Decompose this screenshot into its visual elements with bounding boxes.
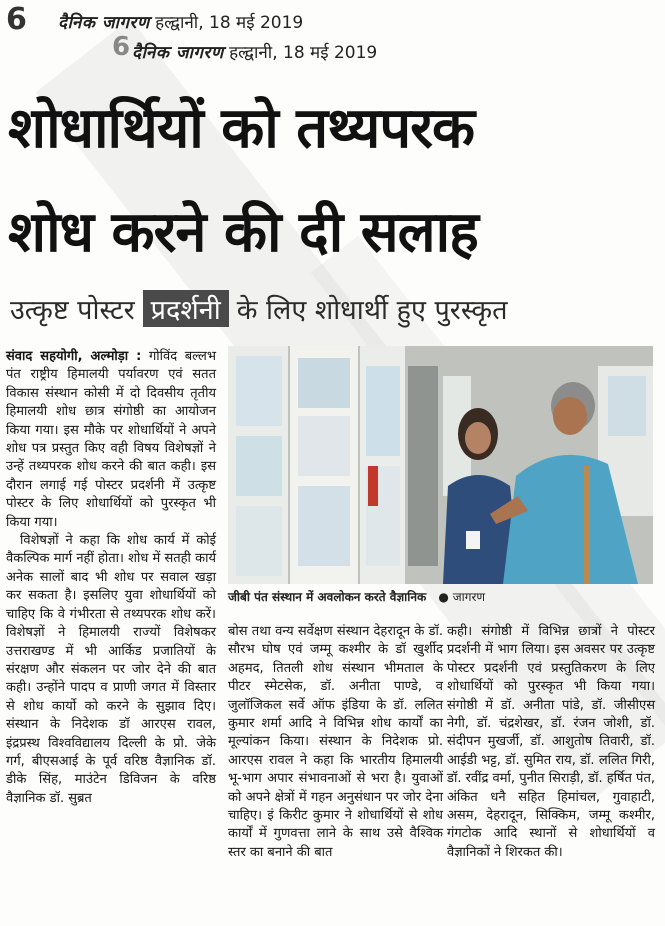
headline-line-1: शोधार्थियों को तथ्यपरक [8,96,475,161]
article-paragraph [6,348,216,532]
subheadline [10,290,507,327]
masthead-line [58,10,303,33]
photo-credit: ● जागरण [438,590,486,604]
article-column-2 [228,623,443,862]
byline: संवाद सहयोगी, अल्मोड़ा : [6,349,142,364]
photo-caption [228,588,653,605]
subheadline-before: उत्कृष्ट पोस्टर [10,295,135,326]
city-date: हल्द्वानी, 18 मई 2019 [155,13,304,33]
article-column-1 [6,348,216,808]
page-number: 6 [6,2,27,37]
photo-illustration [228,346,653,584]
article-column-3 [447,623,655,862]
masthead-line-repeat [112,32,378,63]
news-photo [228,346,653,584]
paper-name: दैनिक जागरण [58,13,150,33]
subheadline-highlight: प्रदर्शनी [143,290,229,327]
article-text: गोविंद बल्लभ पंत राष्ट्रीय हिमालयी पर्यावरण एवं सतत विकास संस्थान कोसी में दो दिवसीय तृतीय हिमालयी शोध छात्र संगोष्ठी का आयोजन किया गया। इस मौके पर शोधार्थियों ने अपने शोध पत्र प्रस्तुत किए वही विषय विशेषज्ञों ने उन्हें तथ्यपरक शोध करने की बात कही। इस दौरान लगाई गई पोस्टर प्रदर्शनी में उत्कृष्ट पोस्टर के लिए शोधार्थियों को पुरस्कृत भी किया गया। [6,349,216,530]
article-paragraph: कही। संगोष्ठी में विभिन्न छात्रों ने पोस्टर प्रदर्शनी में भाग लिया। इस अवसर पर उत्कृष्ट पोस्टर प्रदर्शनी एवं प्रस्तुतिकरण के लिए शोधार्थियों को पुरस्कृत भी किया गया। संगोष्ठी में डॉ. अनीता पांडे, डॉ. जीसीएस नेगी, डॉ. चंद्रशेखर, डॉ. रंजन जोशी, डॉ. संदीपन मुखर्जी, डॉ. आशुतोष तिवारी, डॉ. आईडी भट्ट, डॉ. सुमित राय, डॉ. ललित गिरी, डॉ. रवींद्र वर्मा, पुनीत सिराड़ी, डॉ. हर्षित पंत, अंकित धनै सहित हिमांचल, गुवाहाटी, असम, देहरादून, सिक्किम, जम्मू कश्मीर, गंगटोक आदि स्थानों से शोधार्थियों व वैज्ञानिकों ने शिरकत की। [447,624,655,860]
article-paragraph: विशेषज्ञों ने कहा कि शोध कार्य में कोई वैकल्पिक मार्ग नहीं होता। शोध में सतही कार्य अनेक सालों बाद भी शोध पर सवाल खड़ा कर सकता है। इसलिए युवा शोधार्थियों को चाहिए कि वे गंभीरता से तथ्यपरक शोध करें। विशेषज्ञों ने हिमालयी राज्यों विशेषकर उत्तराखण्ड में भी आर्किड प्रजातियों के संरक्षण और संकलन पर जोर देने की बात कही। उन्होंने पादप व प्राणी जगत में विस्तार से शोध कार्यो को करने के सुझाव दिए। संस्थान के निदेशक डॉ आरएस रावल, इंद्रप्रस्थ विश्वविद्यालय दिल्ली के प्रो. जेके गर्ग, बीएसआई के पूर्व वरिष्ठ वैज्ञानिक डॉ. डीके सिंह, माउंटेन डिविजन के वरिष्ठ वैज्ञानिक डॉ. सुब्रत [6,533,216,806]
article-paragraph: बोस तथा वन्य सर्वेक्षण संस्थान देहरादून के डॉ. सौरभ घोष एवं जम्मू कश्मीर के डॉ खुर्शीद अहमद, तितली शोध संस्थान भीमताल के पीटर स्मेटसेक, डॉ. अनीता पाण्डे, व जुलॉजिकल सर्वे ऑफ इंडिया के डॉ. ललित कुमार शर्मा आदि ने विभिन्न शोध कार्यों का मूल्यांकन किया। संस्थान के निदेशक प्रो. आरएस रावल ने कहा कि भारतीय हिमालयी भू-भाग अपार संभावनाओं से भरा है। युवाओं को अपने क्षेत्रों में गहन अनुसंधान पर जोर देना चाहिए। इं किरीट कुमार ने शोधार्थियों से शोध कार्यों में गुणवत्ता लाने के साथ उसे वैश्विक स्तर का बनाने की बात [228,624,443,860]
ghost-page-number: 6 [112,32,131,62]
city-date-repeat: हल्द्वानी, 18 मई 2019 [229,43,378,63]
headline-line-2: शोध करने की दी सलाह [8,200,478,265]
paper-name-repeat: दैनिक जागरण [132,43,224,63]
subheadline-after: के लिए शोधार्थी हुए पुरस्कृत [236,295,508,326]
caption-text: जीबी पंत संस्थान में अवलोकन करते वैज्ञानिक [228,590,427,604]
page-header [0,0,665,70]
